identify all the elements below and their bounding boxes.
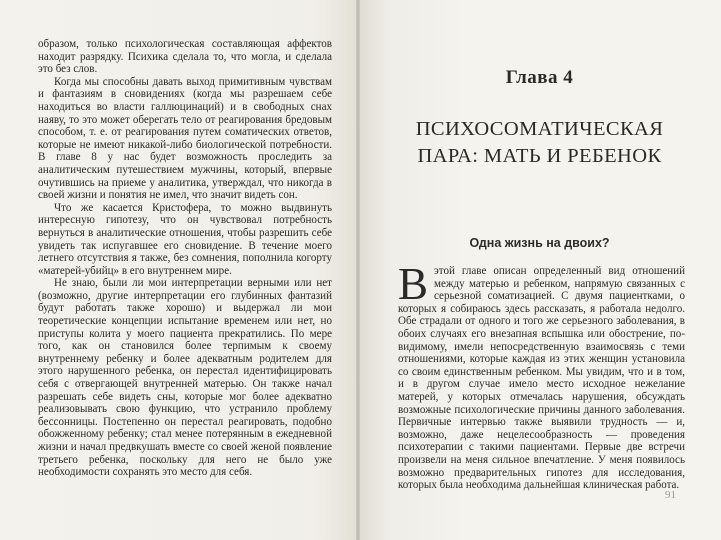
paragraph-4: Не знаю, были ли мои интерпретации верными или нет (возможно, другие интерпретации его глубинных фантазий будут работать также хорошо) и выдержал ли мои теоретические концепции испытание временем или нет, но приступы колита у моего пациента прекратились. По мере того, как он становился более терпимым к своему внутреннему ребенку и более адекватным родителем для этого нарушенного ребенка, он перестал идентифицировать себя с отвергающей внутренней матерью. Он также начал разрешать себе видеть сны, которые мог более адекватно реализовывать свою функцию, что устранило проблему бессонницы. Постепенно он перестал реагировать, подобно обожженному ребенку; стал менее потерянным в ежедневной жизни и начал предвкушать вместе со своей женой появление третьего ребенка, поскольку для него не было уже необходимости сохранять это место для себя.: [38, 277, 332, 479]
chapter-title-line-2: ПАРА: МАТЬ И РЕБЕНОК: [417, 145, 662, 167]
chapter-label: Глава 4: [505, 67, 574, 88]
page-number: 91: [665, 489, 676, 501]
chapter-title-line-1: ПСИХОСОМАТИЧЕСКАЯ: [415, 118, 664, 140]
right-page-text: [398, 259, 685, 492]
paragraph-3: Что же касается Кристофера, то можно выдвинуть интересную гипотезу, что он чувствовал потребность вернуться в аналитические отношения, чтобы разрешить себе увидеть так испугавшее его сновидение. В течение моего летнего отсутствия я также, без сомнения, пополнила когорту «матерей-убийц» в его внутреннем мире.: [38, 201, 332, 277]
section-heading: Одна жизнь на двоих?: [469, 236, 610, 250]
drop-cap: В: [398, 259, 429, 309]
left-page-text: [38, 38, 332, 479]
opening-paragraph-text: этой главе описан определенный вид отношений между матерью и ребенком, напрямую связанных с серьезной соматизацией. С двумя пациентками, о которых я собираюсь здесь рассказать, я работала недолго. Обе страдали от одного и того же серьезного заболевания, в обоих случаях его внезапная вспышка или обострение, по-видимому, имели непосредственную взаимосвязь с теми отношениями, которые каждая из этих женщин установила со своим единственным ребенком. Мы увидим, что и в том, и в другом случае имело место исходное нежелание матерей, у которых отмечалась нарушения, обсуждать возможные психологические причины данного заболевания. Первичные интервью также выявили трудность — и, возможно, даже нецелесообразность — проведения психотерапии с такими пациентами. Первые две встречи произвели на меня сильное впечатление. У меня появилось возможно предварительных гипотез для исследования, которых была необходима дальнейшая клиническая работа.: [398, 265, 685, 492]
opening-paragraph: [398, 259, 685, 492]
paragraph-1: образом, только психологическая составляющая аффектов находит разрядку. Психика сделала то, что могла, и сделала это без слов.: [38, 38, 332, 76]
chapter-title: [358, 116, 721, 170]
paragraph-2: Когда мы способны давать выход примитивным чувствам и фантазиям в сновидениях (когда мы разрешаем себе находиться во власти галлюцинаций) и в свободных снах наяву, то это может оберегать тело от реагирования бредовым способом, т. е. от реагирования путем соматических ответов, которые не имеют никакой-либо биологической потребности. В главе 8 у нас будет возможность проследить за аналитическим путешествием мужчины, который, впервые очутившись на приеме у аналитика, утверждал, что никогда в своей жизни и понятия не имел, что значит видеть сон.: [38, 75, 332, 202]
